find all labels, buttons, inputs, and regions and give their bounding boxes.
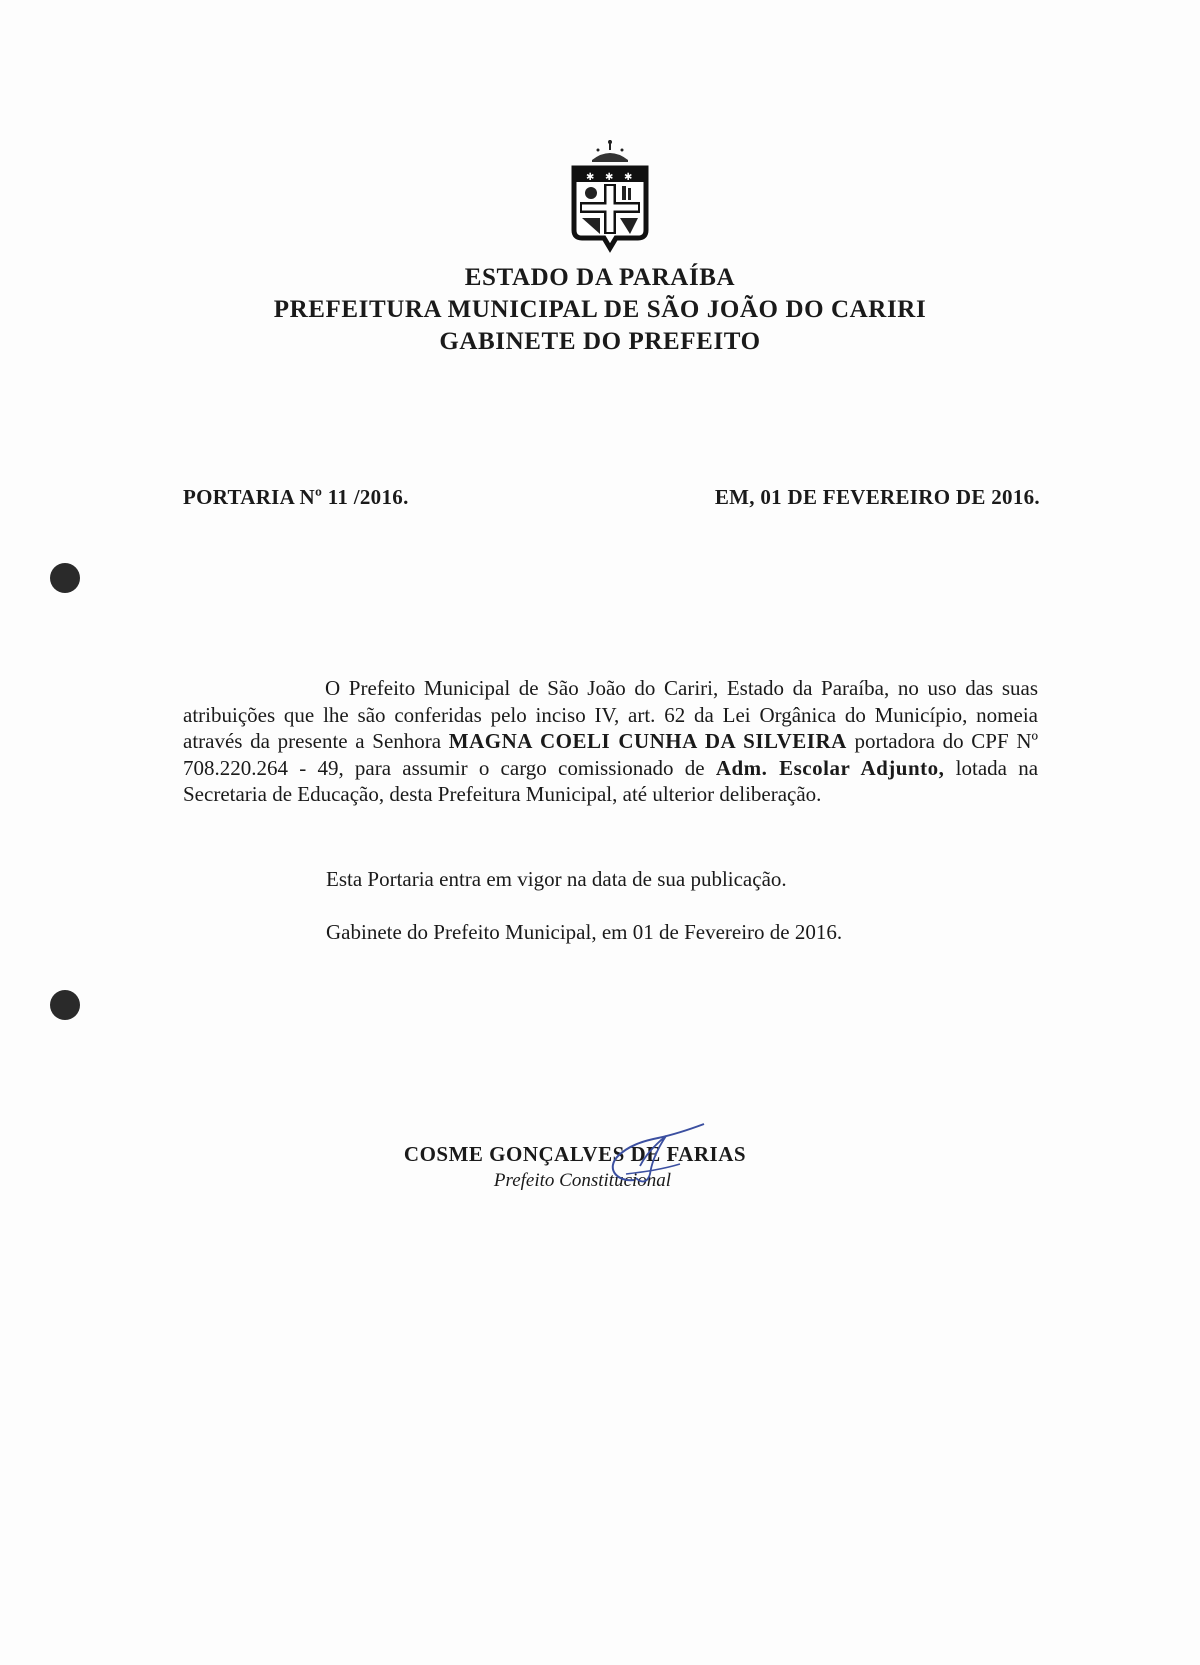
punch-hole-icon [50,563,80,593]
header-office: GABINETE DO PREFEITO [439,328,761,355]
portaria-number: PORTARIA Nº 11 /2016. [183,485,409,509]
svg-text:✱: ✱ [605,172,614,183]
header-municipality: PREFEITURA MUNICIPAL DE SÃO JOÃO DO CARIRI [273,296,927,323]
appointee-name: MAGNA COELI CUNHA DA SILVEIRA [448,729,847,753]
letterhead [0,262,1200,358]
paragraph-appointment [183,675,1038,808]
signatory-title: Prefeito Constitucional [493,1170,672,1191]
appointment-tail: lotada na Secretaria de Educação, desta Prefeitura Municipal, até ulterior deliberação. [183,755,1039,806]
appointee-role: Adm. Escolar Adjunto, [715,755,945,780]
coat-of-arms-icon [564,138,656,256]
signatory-name: COSME GONÇALVES DE FARIAS [403,1142,747,1166]
paragraph-closing: Gabinete do Prefeito Municipal, em 01 de Fevereiro de 2016. [326,920,843,944]
appointment-mid: portadora do CPF Nº 708.220.264 - 49, para assumir o cargo comissionado de [183,729,1039,780]
appointment-lead: O Prefeito Municipal de São João do Cariri, Estado da Paraíba, no uso das suas atribuições que lhe são conferidas pelo inciso IV, art. 62 da Lei Orgânica do Município, nomeia através da presente a Senhora [183,676,1038,753]
issue-date: EM, 01 DE FEVEREIRO DE 2016. [714,485,1040,509]
handwritten-signature [596,1118,706,1188]
punch-hole-icon [50,990,80,1020]
header-state: ESTADO DA PARAÍBA [464,264,736,291]
paragraph-effective: Esta Portaria entra em vigor na data de sua publicação. [326,867,787,891]
svg-text:✱: ✱ [586,172,595,183]
svg-text:✱: ✱ [624,172,633,183]
